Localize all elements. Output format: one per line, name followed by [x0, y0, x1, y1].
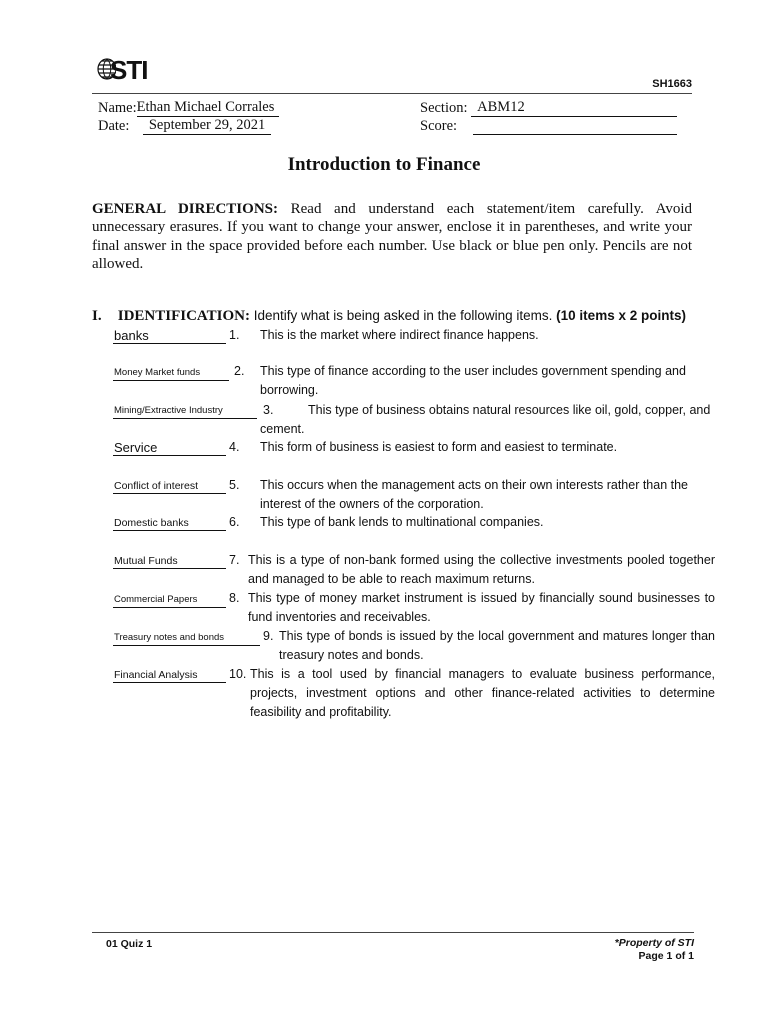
item-number: 3.	[263, 403, 274, 417]
name-field	[98, 99, 279, 117]
footer-divider	[92, 932, 694, 933]
answer-blank[interactable]: Commercial Papers	[113, 593, 226, 608]
question-item	[113, 513, 715, 533]
question-item	[113, 362, 715, 402]
date-field	[98, 117, 271, 135]
footer-right	[560, 937, 694, 963]
answer-blank[interactable]: Financial Analysis	[113, 668, 226, 683]
question-item	[113, 326, 715, 346]
item-number: 2.	[234, 364, 245, 378]
item-text	[248, 551, 715, 589]
footer-quiz-label: 01 Quiz 1	[106, 938, 153, 950]
name-value[interactable]: Ethan Michael Corrales	[137, 99, 279, 117]
section-points: (10 items x 2 points)	[556, 308, 686, 323]
footer-page: Page 1 of 1	[638, 950, 694, 962]
answer-blank[interactable]: Domestic banks	[113, 516, 226, 531]
answer-blank[interactable]: Money Market funds	[113, 366, 229, 381]
item-number: 8.	[229, 591, 240, 605]
header-divider	[92, 93, 692, 94]
question-item	[113, 401, 715, 441]
section-value[interactable]: ABM12	[471, 99, 677, 117]
answer-blank[interactable]: Mutual Funds	[113, 554, 226, 569]
item-text: This type of bonds is issued by the local government and matures longer than treasury notes and bonds.	[279, 629, 715, 662]
section-roman: I.	[92, 308, 102, 324]
item-text: This is the market where indirect finance happens.	[260, 328, 539, 342]
item-text: This is a tool used by financial managers to evaluate business performance, projects, investment options and other finance-related activities to determine feasibility and profitability.	[250, 667, 715, 719]
item-number: 6.	[229, 515, 240, 529]
item-number: 9.	[263, 629, 274, 643]
question-item	[113, 438, 715, 458]
item-number: 5.	[229, 478, 240, 492]
answer-blank[interactable]: Mining/Extractive Industry	[113, 404, 257, 419]
answer-blank[interactable]: Treasury notes and bonds	[113, 631, 260, 646]
item-text: This type of bank lends to multinational companies.	[260, 515, 544, 529]
answer-blank[interactable]: banks	[113, 329, 226, 344]
item-text: This type of finance according to the user includes government spending and borrowing.	[260, 364, 686, 397]
name-label: Name:	[98, 100, 137, 116]
item-text: This form of business is easiest to form and easiest to terminate.	[260, 440, 618, 454]
date-value[interactable]: September 29, 2021	[143, 117, 271, 135]
page-title: Introduction to Finance	[287, 154, 481, 175]
section-label: Section:	[420, 100, 468, 116]
date-label: Date:	[98, 118, 130, 134]
question-item	[113, 551, 715, 591]
question-item	[113, 665, 715, 725]
footer-property: *Property of STI	[614, 937, 694, 949]
score-label: Score:	[420, 118, 458, 134]
general-directions	[92, 200, 692, 273]
question-item	[113, 476, 715, 516]
item-number: 4.	[229, 440, 240, 454]
question-item	[113, 589, 715, 629]
section-instruction: Identify what is being asked in the following items.	[253, 308, 553, 323]
item-number: 7.	[229, 553, 240, 567]
section-field	[420, 99, 677, 117]
answer-blank[interactable]: Service	[113, 441, 226, 456]
document-code: SH1663	[652, 78, 692, 90]
directions-text: Read and understand each statement/item carefully. Avoid unnecessary erasures. If you want to change your answer, enclose it in parentheses, and write your final answer in the space provided before each number. Use black or blue pen only. Pencils are not allowed.	[92, 201, 693, 272]
item-number: 1.	[229, 328, 240, 342]
sti-logo	[96, 52, 156, 86]
score-field	[420, 117, 677, 135]
directions-label: GENERAL DIRECTIONS:	[92, 201, 278, 217]
question-item	[113, 627, 715, 667]
item-number: 10.	[229, 667, 247, 681]
section-label: IDENTIFICATION:	[117, 308, 250, 324]
item-text: This type of money market instrument is issued by financially sound businesses to fund inventories and receivables.	[248, 591, 715, 624]
item-text-content: This is a type of non-bank formed using the collective investments pooled together and managed to be able to reach maximum returns.	[248, 553, 715, 586]
answer-blank[interactable]: Conflict of interest	[113, 479, 226, 494]
score-value[interactable]	[473, 117, 677, 135]
item-text: This occurs when the management acts on their own interests rather than the interest of the owners of the corporation.	[260, 478, 689, 511]
section-heading	[92, 308, 702, 325]
logo-wordmark: STI	[110, 55, 148, 85]
item-text: This type of business obtains natural resources like oil, gold, copper, and cement.	[260, 403, 711, 436]
